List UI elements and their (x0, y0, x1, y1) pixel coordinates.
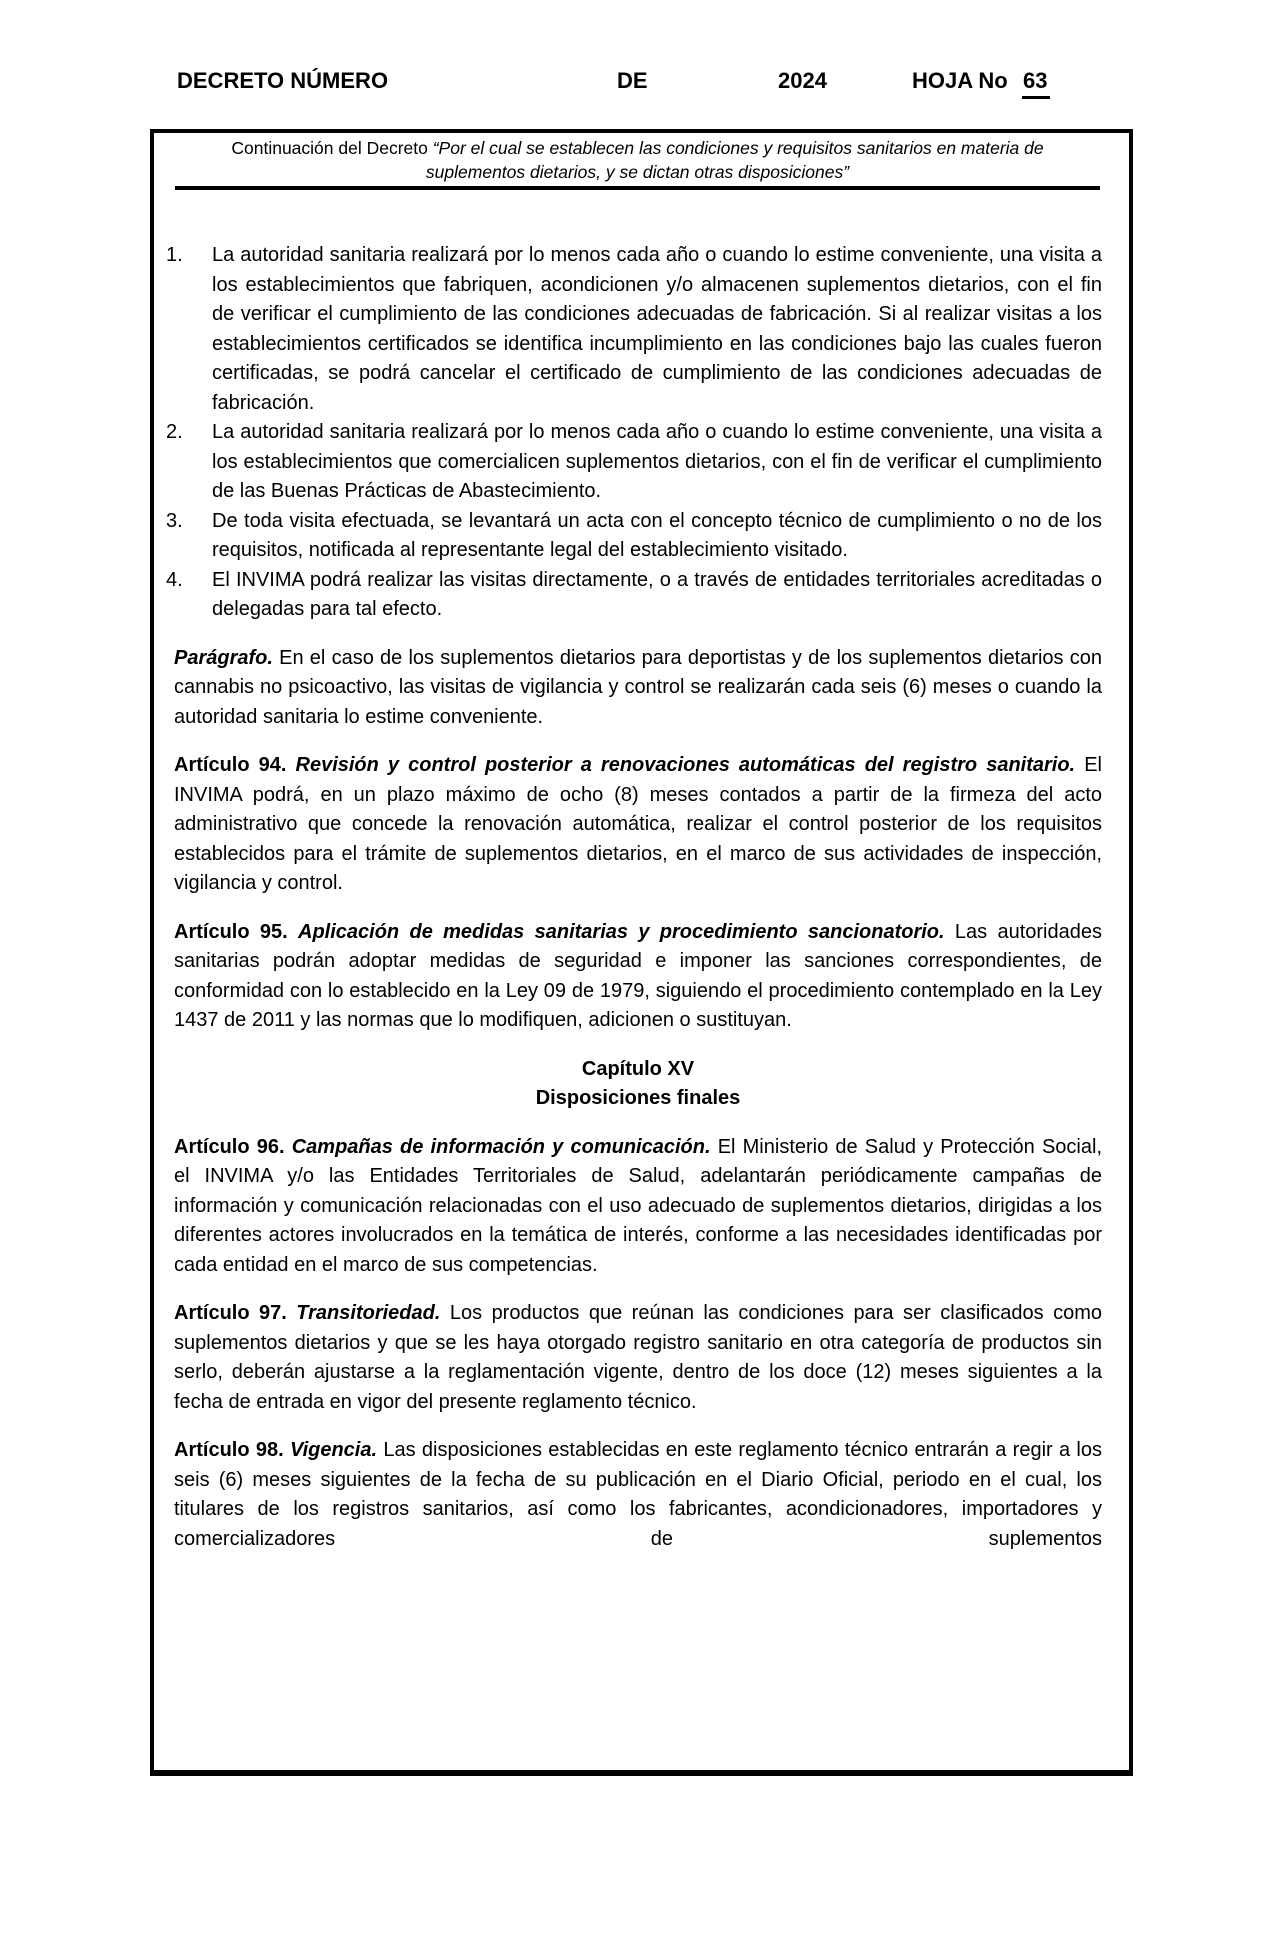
paragraph-articulo-94 (174, 751, 1102, 899)
list-item-1 (166, 241, 1102, 418)
articulo-95-title: Aplicación de medidas sanitarias y procedimiento sancionatorio. (298, 920, 955, 943)
articulo-97-title: Transitoriedad. (296, 1302, 450, 1324)
articulo-95-body: Las autoridades sanitarias podrán adoptar medidas de seguridad e imponer las sanciones correspondientes, de conformidad con lo establecido en la Ley 09 de 1979, siguiendo el procedimiento contemplado en la Ley 1437 de 2011 y las normas que lo modifiquen, adicionen o sustituyan. (174, 920, 1102, 1031)
articulo-95-lead: Artículo 95. (174, 920, 299, 943)
paragrafo-body: En el caso de los suplementos dietarios para deportistas y de los suplementos dietarios con cannabis no psicoactivo, las visitas de vigilancia y control se realizarán cada seis (6) meses o cuando la autoridad sanitaria lo estime conveniente. (174, 646, 1103, 728)
articulo-98-lead: Artículo 98. (174, 1439, 290, 1461)
list-item-3 (166, 507, 1102, 566)
paragraph-articulo-98 (174, 1436, 1102, 1554)
paragraph-paragrafo (174, 644, 1102, 733)
list-item-number: 4. (166, 568, 183, 591)
paragraph-articulo-96 (174, 1133, 1102, 1281)
continuation-prefix: Continuación del Decreto (231, 138, 433, 158)
list-item-text: La autoridad sanitaria realizará por lo menos cada año o cuando lo estime conveniente, una visita a los establecimientos que comercialicen suplementos dietarios, con el fin de verificar el cumplimiento de las Buenas Prácticas de Abastecimiento. (212, 421, 1102, 502)
list-item-text: La autoridad sanitaria realizará por lo menos cada año o cuando lo estime conveniente, una visita a los establecimientos que fabriquen, acondicionen y/o almacenen suplementos dietarios, con el fin de verificar el cumplimiento de las condiciones adecuadas de fabricación. Si al realizar visitas a los establecimientos certificados se identifica incumplimiento en las condiciones bajo las cuales fueron certificadas, se podrá cancelar el certificado de cumplimiento de las condiciones adecuadas de fabricación. (212, 244, 1102, 414)
list-item-number: 2. (166, 421, 183, 443)
articulo-97-body: Los productos que reúnan las condiciones para ser clasificados como suplementos dietarios y que se les haya otorgado registro sanitario en otra categoría de productos sin serlo, deberán ajustarse a la reglamentación vigente, dentro de los doce (12) meses siguientes a la fecha de entrada en vigor del presente reglamento técnico. (174, 1302, 1102, 1413)
numbered-list (166, 241, 1102, 625)
de-label: DE (617, 68, 648, 93)
articulo-96-title: Campañas de información y comunicación. (291, 1135, 718, 1158)
year-value: 2024 (778, 68, 827, 93)
list-item-number: 1. (166, 244, 183, 266)
chapter-title: Capítulo XV (581, 1057, 695, 1080)
paragraph-articulo-97 (174, 1299, 1102, 1417)
articulo-94-lead: Artículo 94. (174, 754, 296, 776)
chapter-heading (174, 1055, 1102, 1114)
articulo-96-lead: Artículo 96. (174, 1135, 292, 1158)
chapter-subtitle: Disposiciones finales (535, 1087, 741, 1109)
articulo-94-body: El INVIMA podrá, en un plazo máximo de ocho (8) meses contados a partir de la firmeza del acto administrativo que concede la renovación automática, realizar el control posterior de los requisitos establecidos para el trámite de suplementos dietarios, en el marco de sus actividades de inspección, vigilancia y control. (174, 754, 1102, 894)
continuation-header (175, 133, 1100, 190)
page-header (0, 0, 1275, 129)
articulo-96-body: El Ministerio de Salud y Protección Social, el INVIMA y/o las Entidades Territoriales de Salud, adelantarán periódicamente campañas de información y comunicación relacionadas con el uso adecuado de suplementos dietarios, dirigidas a los diferentes actores involucrados en la temática de interés, conforme a las necesidades identificadas por cada entidad en el marco de sus competencias. (174, 1135, 1102, 1276)
decree-body (154, 241, 1129, 1554)
continuation-quote: “Por el cual se establecen las condiciones y requisitos sanitarios en materia de suplementos dietarios, y se dictan otras disposiciones” (425, 138, 1044, 182)
list-item-number: 3. (166, 509, 183, 532)
articulo-97-lead: Artículo 97. (174, 1302, 297, 1324)
articulo-94-title: Revisión y control posterior a renovaciones automáticas del registro sanitario. (295, 754, 1085, 776)
list-item-text: De toda visita efectuada, se levantará un acta con el concepto técnico de cumplimiento o no de los requisitos, notificada al representante legal del establecimiento visitado. (212, 509, 1102, 561)
list-item-text: El INVIMA podrá realizar las visitas directamente, o a través de entidades territoriales acreditadas o delegadas para tal efecto. (212, 568, 1102, 620)
paragraph-articulo-95 (174, 918, 1102, 1036)
articulo-98-body: Las disposiciones establecidas en este reglamento técnico entrarán a regir a los seis (6) meses siguientes de la fecha de su publicación en el Diario Oficial, periodo en el cual, los titulares de los registros sanitarios, así como los fabricantes, acondicionadores, importadores y comercializadores de suplementos (174, 1439, 1102, 1550)
decree-box (150, 129, 1133, 1776)
list-item-4 (166, 566, 1102, 625)
hoja-label: HOJA No (912, 68, 1008, 93)
decreto-numero-label: DECRETO NÚMERO (177, 68, 389, 93)
articulo-98-title: Vigencia. (289, 1439, 384, 1461)
list-item-2 (166, 418, 1102, 507)
page-number: 63 (1022, 66, 1050, 99)
paragrafo-lead: Parágrafo. (174, 646, 280, 669)
